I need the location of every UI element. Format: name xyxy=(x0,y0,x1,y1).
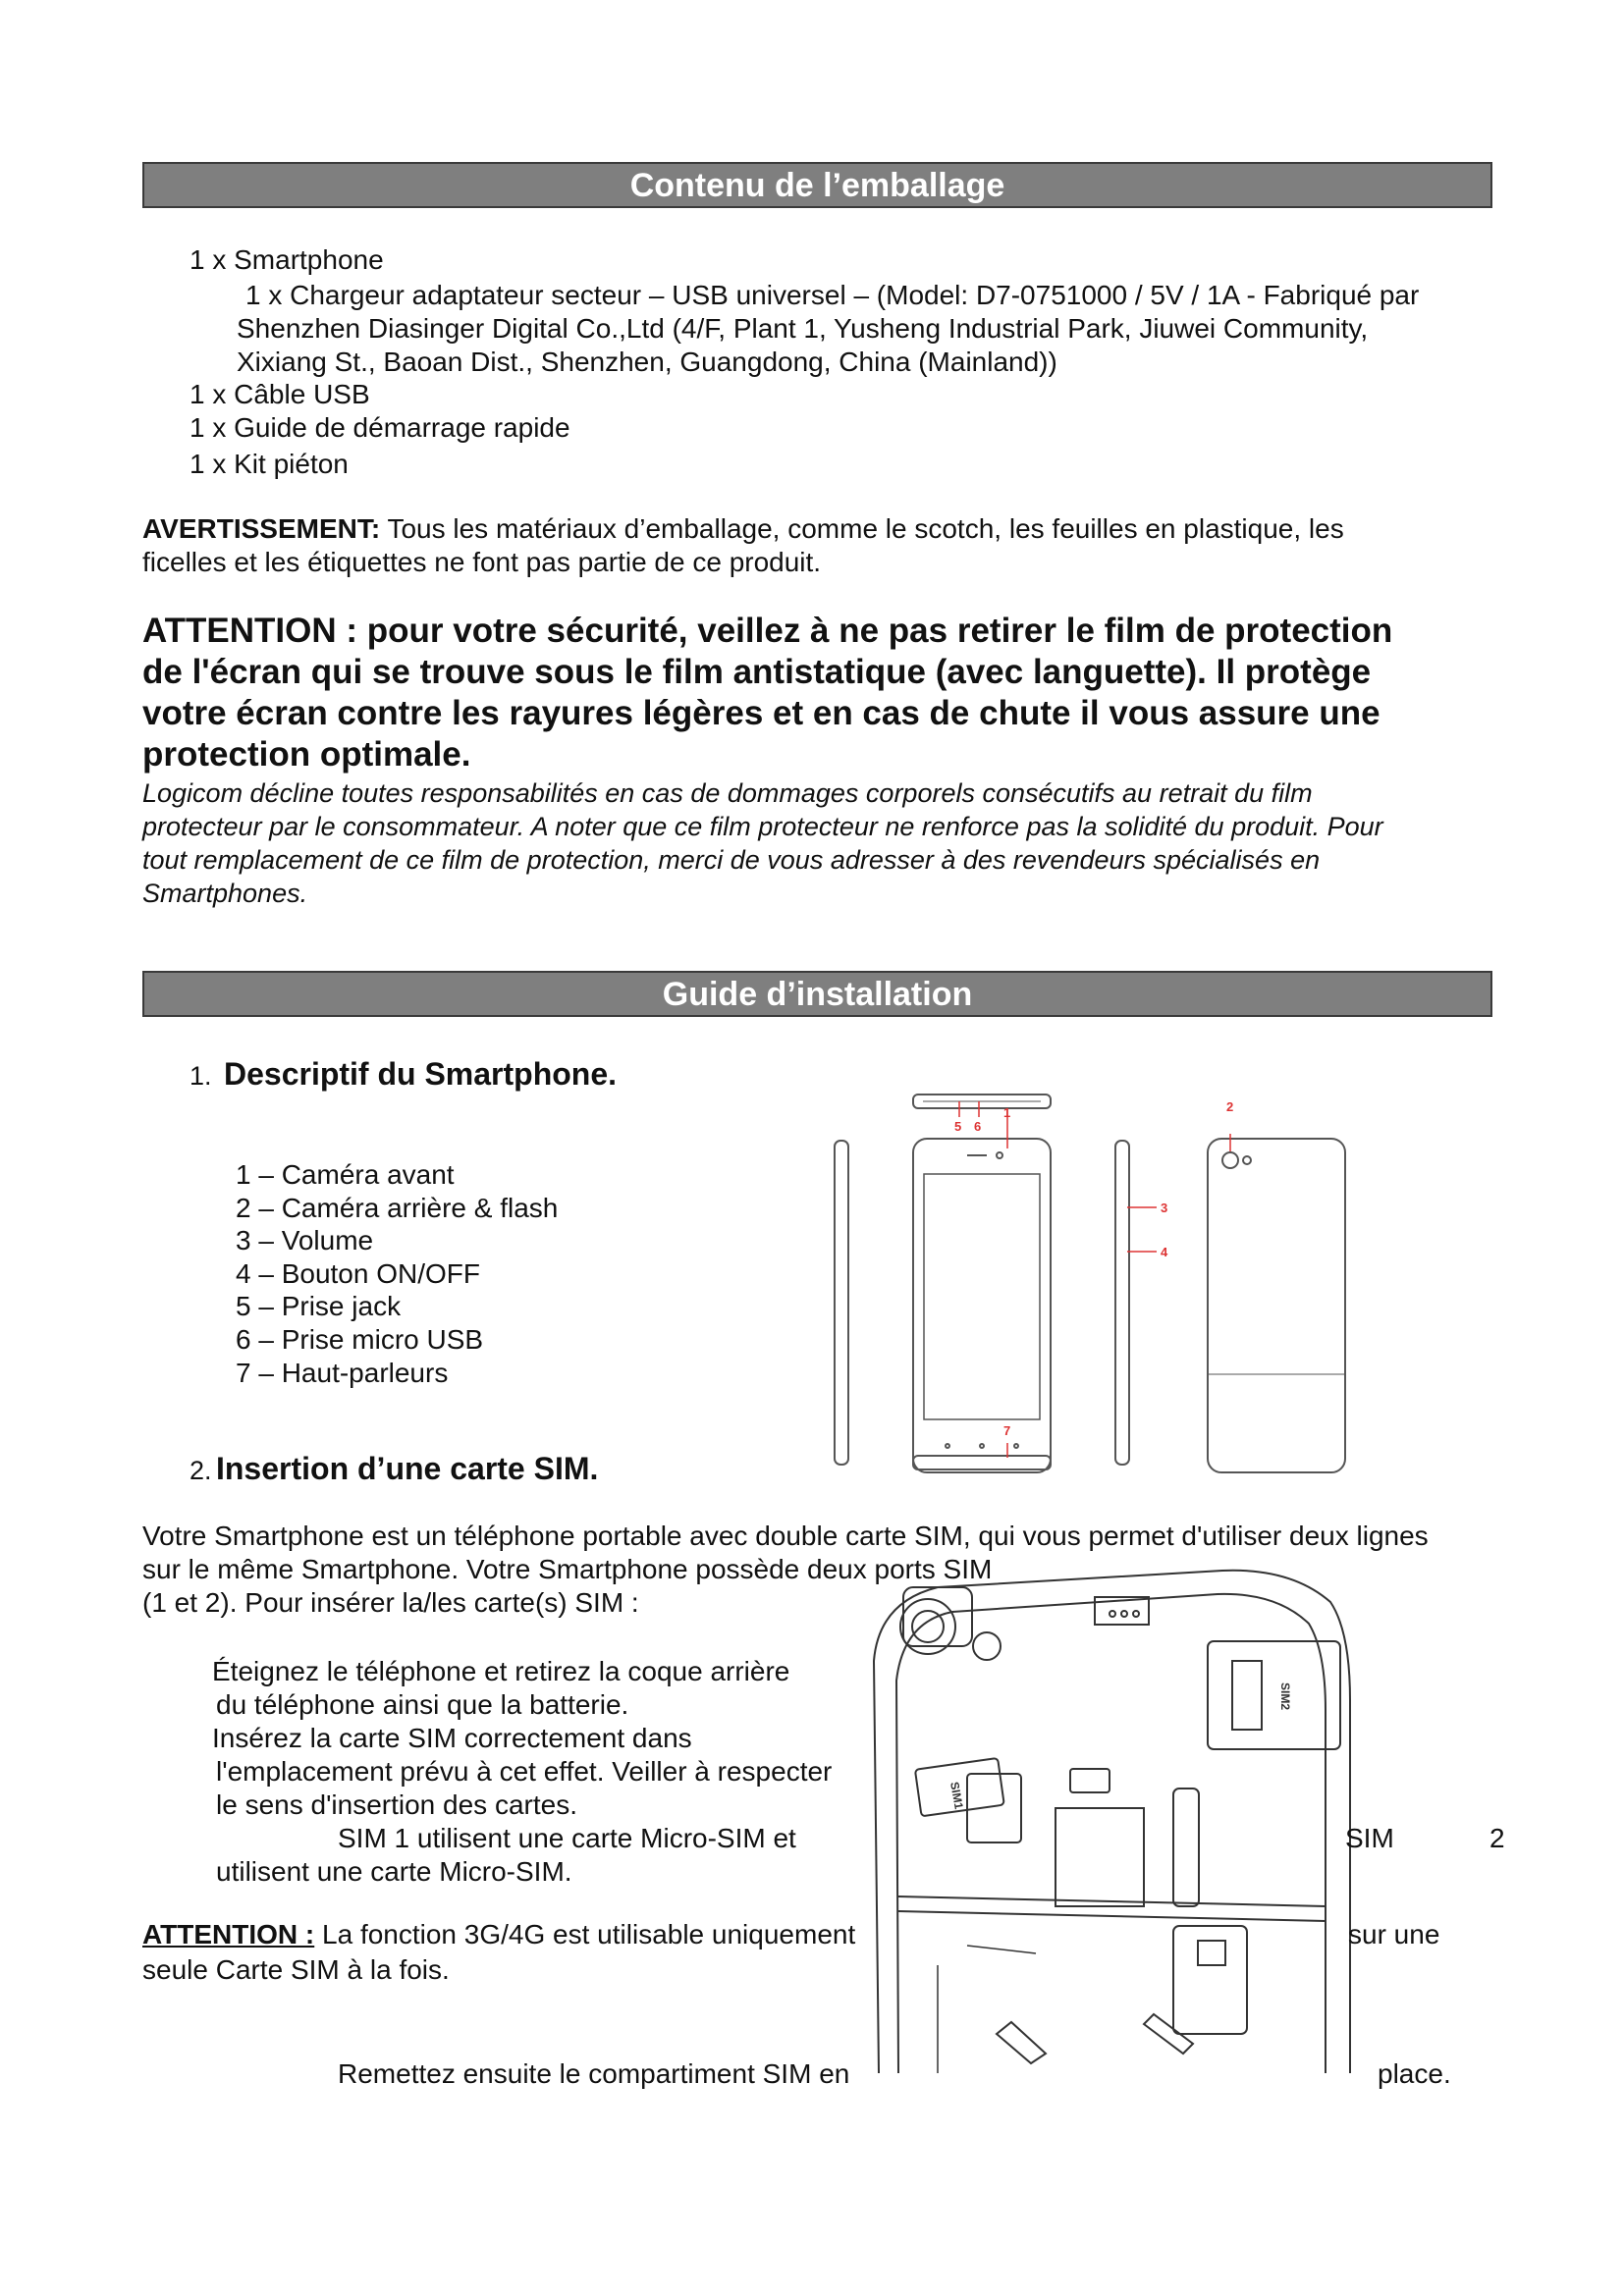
list-item: 7 – Haut-parleurs xyxy=(236,1357,449,1388)
attention-label: ATTENTION : xyxy=(142,1919,315,1949)
section-banner-installation xyxy=(142,971,1492,1017)
paragraph: sur le même Smartphone. Votre Smartphone possède deux ports SIM xyxy=(142,1554,993,1584)
list-item-text: 1 x Smartphone xyxy=(189,244,384,275)
diagram-label: 1 xyxy=(1003,1105,1011,1120)
smartphone-diagram xyxy=(825,1080,1375,1492)
attention-heading: ATTENTION : pour votre sécurité, veillez à ne pas retirer le film de protection xyxy=(142,612,1393,650)
step-text: Remettez ensuite le compartiment SIM en xyxy=(338,2058,850,2089)
step-text: le sens d'insertion des cartes. xyxy=(216,1789,577,1820)
disclaimer-text: Smartphones. xyxy=(142,879,308,908)
step-text: SIM 1 utilisent une carte Micro-SIM et xyxy=(338,1823,796,1853)
step-item xyxy=(212,1655,789,1691)
parts-list xyxy=(236,1158,558,1389)
list-item: 1 – Caméra avant xyxy=(236,1159,455,1190)
step-text: du téléphone ainsi que la batterie. xyxy=(216,1689,629,1720)
attention-note xyxy=(142,1918,855,1951)
warning-text: ficelles et les étiquettes ne font pas partie de ce produit. xyxy=(142,547,822,577)
attention-heading: votre écran contre les rayures légères et en cas de chute il vous assure une xyxy=(142,694,1380,732)
attention-heading: de l'écran qui se trouve sous le film antistatique (avec languette). Il protège xyxy=(142,653,1372,691)
step-number: 2. xyxy=(189,1456,212,1485)
paragraph: (1 et 2). Pour insérer la/les carte(s) SIM : xyxy=(142,1587,639,1618)
step-text: SIM xyxy=(1345,1823,1394,1853)
list-item xyxy=(189,243,384,280)
attention-text: seule Carte SIM à la fois. xyxy=(142,1954,450,1985)
list-item xyxy=(189,411,570,448)
section-banner-packaging xyxy=(142,162,1492,208)
step-heading xyxy=(189,1056,617,1093)
diagram-label: 6 xyxy=(974,1119,982,1134)
sim-slot-label: SIM2 xyxy=(1278,1682,1292,1711)
step-item xyxy=(212,1722,692,1758)
attention-heading: protection optimale. xyxy=(142,735,471,774)
step-title: Descriptif du Smartphone. xyxy=(223,1056,618,1092)
warning-paragraph xyxy=(142,512,1344,546)
step-heading xyxy=(189,1451,598,1487)
list-item: 6 – Prise micro USB xyxy=(236,1323,484,1355)
list-item: 5 – Prise jack xyxy=(236,1291,402,1322)
list-item-text: 1 x Guide de démarrage rapide xyxy=(189,412,570,443)
paragraph: Votre Smartphone est un téléphone portable avec double carte SIM, qui vous permet d'utiliser deux lignes xyxy=(142,1521,1429,1551)
disclaimer-text: Logicom décline toutes responsabilités en cas de dommages corporels consécutifs au retrait du film xyxy=(142,778,1313,808)
disclaimer-text: tout remplacement de ce film de protection, merci de vous adresser à des revendeurs spécialisés en xyxy=(142,845,1321,875)
diagram-label: 3 xyxy=(1161,1201,1168,1215)
list-item xyxy=(189,378,370,414)
warning-text: Tous les matériaux d’emballage, comme le scotch, les feuilles en plastique, les xyxy=(387,513,1344,544)
diagram-label: 2 xyxy=(1226,1099,1234,1114)
section-title: Contenu de l’emballage xyxy=(629,167,1005,204)
list-item: 3 – Volume xyxy=(236,1225,374,1256)
section-title: Guide d’installation xyxy=(662,976,973,1013)
diagram-label: 4 xyxy=(1161,1245,1168,1259)
step-text: l'emplacement prévu à cet effet. Veiller à respecter xyxy=(216,1756,833,1787)
list-item-text: 1 x Chargeur adaptateur secteur – USB universel – (Model: D7-0751000 / 5V / 1A - Fabriqué par xyxy=(245,280,1420,310)
step-text: Insérez la carte SIM correctement dans xyxy=(212,1723,692,1753)
step-text: utilisent une carte Micro-SIM. xyxy=(216,1856,572,1887)
list-item xyxy=(189,448,349,484)
sim-tray-diagram xyxy=(859,1563,1365,2073)
list-item-text: Shenzhen Diasinger Digital Co.,Ltd (4/F, Plant 1, Yusheng Industrial Park, Jiuwei Community, xyxy=(237,313,1369,344)
diagram-label: 7 xyxy=(1003,1423,1011,1438)
attention-text: La fonction 3G/4G est utilisable uniquement xyxy=(322,1919,856,1949)
sim-slot-label: SIM1 xyxy=(947,1781,966,1811)
list-item-text: 1 x Câble USB xyxy=(189,379,370,409)
list-item-text: 1 x Kit piéton xyxy=(189,449,349,479)
step-text: place. xyxy=(1378,2058,1451,2089)
diagram-label: 5 xyxy=(954,1119,962,1134)
warning-label: AVERTISSEMENT: xyxy=(142,513,381,544)
step-text: Éteignez le téléphone et retirez la coque arrière xyxy=(212,1656,790,1686)
step-number: 1. xyxy=(189,1061,212,1091)
step-title: Insertion d’une carte SIM. xyxy=(215,1451,599,1486)
disclaimer-text: protecteur par le consommateur. A noter que ce film protecteur ne renforce pas la solidité du produit. Pour xyxy=(142,812,1383,841)
list-item: 4 – Bouton ON/OFF xyxy=(236,1257,480,1289)
step-text: 2 xyxy=(1489,1823,1505,1853)
attention-text: sur une xyxy=(1348,1919,1440,1949)
list-item-text: Xixiang St., Baoan Dist., Shenzhen, Guangdong, China (Mainland)) xyxy=(237,347,1057,377)
list-item: 2 – Caméra arrière & flash xyxy=(236,1192,559,1223)
